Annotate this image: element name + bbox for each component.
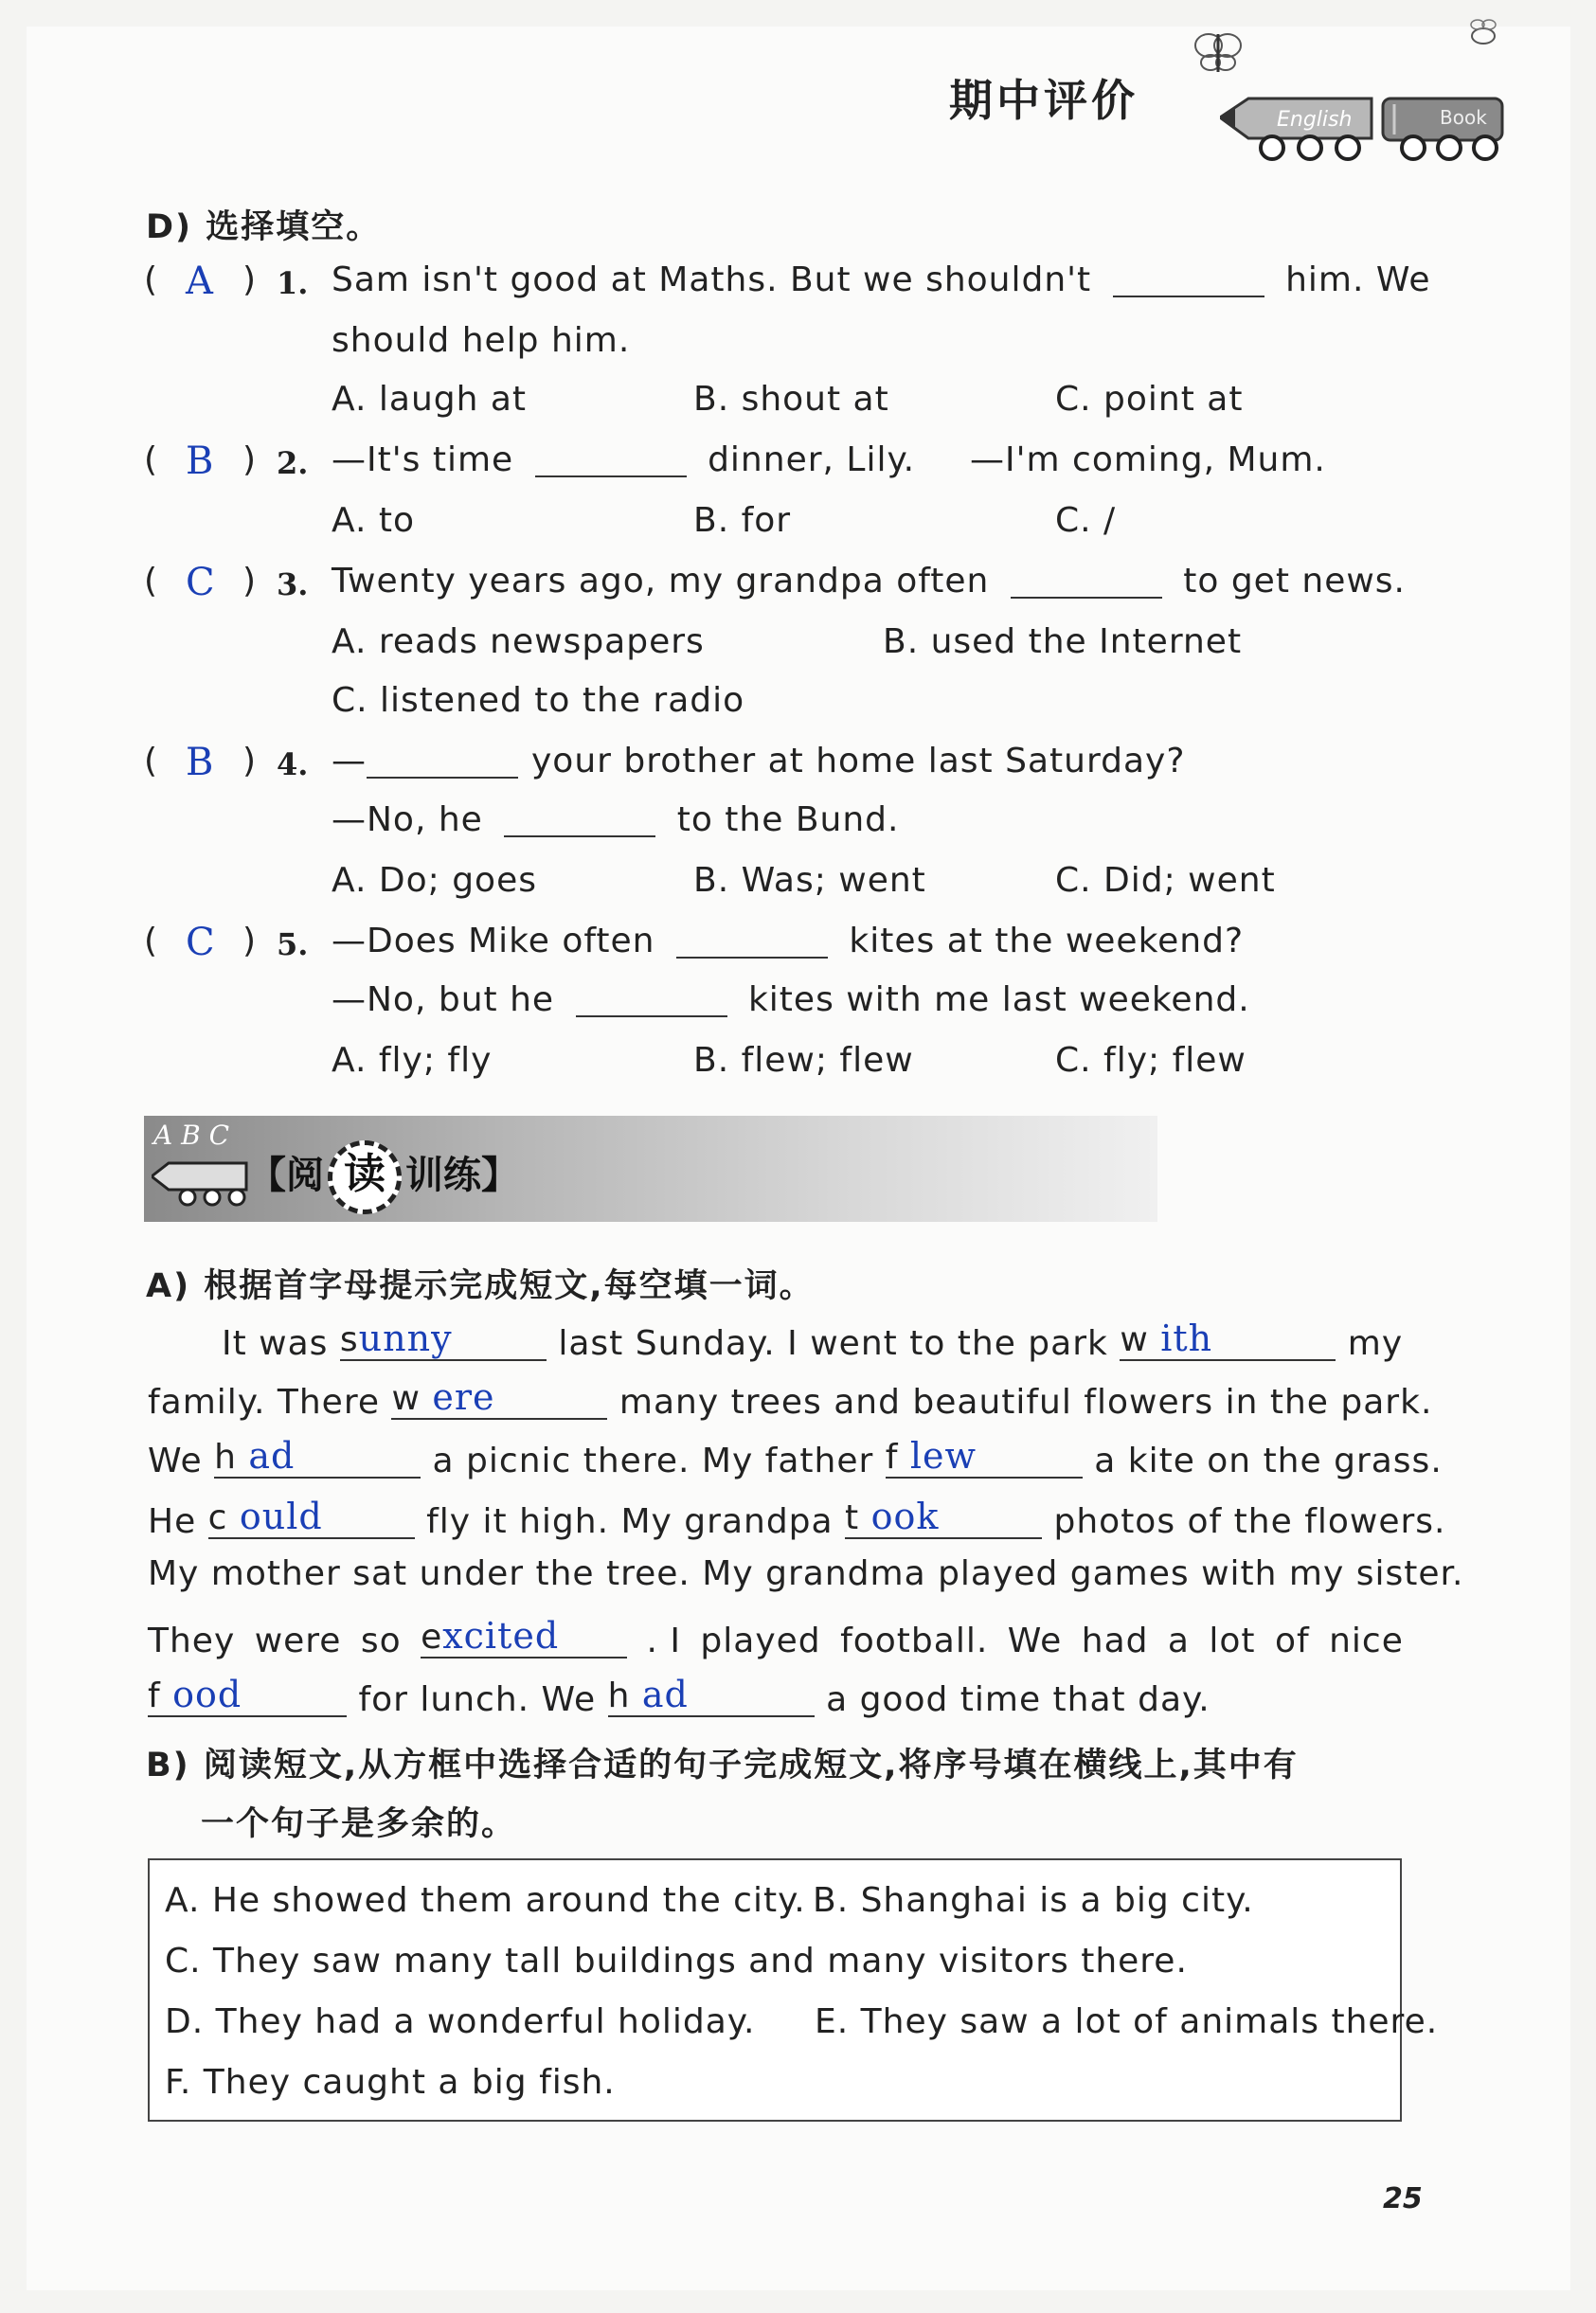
passage-line-4: He c ould fly it high. My grandpa t ook photos of the flowers. [148, 1496, 1446, 1541]
passage-line-6: They were so excited . I played football. We had a lot of nice [148, 1615, 1404, 1660]
q5-paren: ( [144, 922, 159, 960]
q5-number: 5. [277, 926, 309, 962]
q1-paren-close: ) [242, 260, 258, 299]
q2-option-a: A. to [332, 501, 416, 540]
q3-paren: ( [144, 562, 159, 601]
q5-line2: —No, but he kites with me last weekend. [332, 980, 1250, 1019]
passage-line-1: It was sunny last Sunday. I went to the park w ith my [222, 1318, 1404, 1363]
option-f: F. They caught a big fish. [165, 2063, 616, 2102]
q4-line1: — your brother at home last Saturday? [332, 742, 1186, 780]
option-e: E. They saw a lot of animals there. [815, 2002, 1439, 2041]
q5-option-a: A. fly; fly [332, 1041, 493, 1080]
page-number: 25 [1383, 2182, 1423, 2215]
q1-option-c: C. point at [1055, 380, 1244, 419]
q4-paren-close: ) [242, 742, 258, 780]
q1-option-b: B. shout at [693, 380, 889, 419]
passage-line-7: f ood for lunch. We h ad a good time that day. [148, 1674, 1210, 1719]
section-a-heading: A) 根据首字母提示完成短文,每空填一词。 [146, 1267, 815, 1305]
page-title: 期中评价 [949, 75, 1139, 126]
q5-paren-close: ) [242, 922, 258, 960]
passage-line-3: We h ad a picnic there. My father f lew a kite on the grass. [148, 1435, 1443, 1480]
q5-option-c: C. fly; flew [1055, 1041, 1246, 1080]
q2-reply: —I'm coming, Mum. [970, 440, 1326, 479]
passage-line-2: family. There w ere many trees and beautiful flowers in the park. [148, 1376, 1433, 1422]
q3-line1: Twenty years ago, my grandpa often to get news. [332, 562, 1406, 601]
q2-option-b: B. for [693, 501, 792, 540]
q5-answer: C [186, 921, 215, 964]
q2-paren-close: ) [242, 440, 258, 479]
q4-answer: B [186, 741, 214, 784]
q2-number: 2. [277, 445, 309, 481]
q2-answer: B [186, 439, 214, 483]
q3-option-a: A. reads newspapers [332, 622, 705, 661]
q2-option-c: C. / [1055, 501, 1117, 540]
butterfly-icon [1190, 25, 1246, 78]
read-badge: 读 [328, 1140, 402, 1214]
q4-option-b: B. Was; went [693, 861, 926, 900]
option-d: D. They had a wonderful holiday. [165, 2002, 756, 2041]
banner-letters: A B C [153, 1120, 230, 1151]
q4-paren: ( [144, 742, 159, 780]
q1-line1: Sam isn't good at Maths. But we shouldn't him. We [332, 260, 1431, 299]
section-b-heading-line2: 一个句子是多余的。 [201, 1805, 517, 1843]
q2-paren: ( [144, 440, 159, 479]
q4-line2: —No, he to the Bund. [332, 800, 900, 839]
q3-paren-close: ) [242, 562, 258, 601]
q1-number: 1. [277, 265, 309, 301]
q5-line1: —Does Mike often kites at the weekend? [332, 922, 1245, 960]
banner-title: 【阅 读 训练】 [248, 1140, 519, 1214]
q1-option-a: A. laugh at [332, 380, 528, 419]
q5-option-b: B. flew; flew [693, 1041, 914, 1080]
q3-answer: C [186, 561, 215, 604]
book-label: Book [1440, 106, 1487, 129]
section-d-heading: D) 选择填空。 [146, 208, 382, 246]
option-c: C. They saw many tall buildings and many visitors there. [165, 1942, 1188, 1981]
q3-option-c: C. listened to the radio [332, 681, 745, 720]
section-b-heading-line1: B) 阅读短文,从方框中选择合适的句子完成短文,将序号填在横线上,其中有 [146, 1747, 1299, 1784]
banner-pencil-car-icon [152, 1157, 252, 1207]
q4-option-a: A. Do; goes [332, 861, 537, 900]
q1-paren: ( [144, 260, 159, 299]
option-a: A. He showed them around the city. [165, 1881, 806, 1920]
q4-option-c: C. Did; went [1055, 861, 1276, 900]
pencil-label: English [1277, 108, 1353, 132]
q1-answer: A [186, 260, 213, 303]
q3-number: 3. [277, 566, 309, 602]
q3-option-b: B. used the Internet [883, 622, 1243, 661]
q1-line2: should help him. [332, 321, 631, 360]
q2-line1: —It's time dinner, Lily. [332, 440, 916, 479]
bee-icon [1462, 17, 1504, 49]
option-b: B. Shanghai is a big city. [813, 1881, 1254, 1920]
passage-line-5: My mother sat under the tree. My grandma played games with my sister. [148, 1554, 1464, 1593]
q4-number: 4. [277, 746, 309, 782]
